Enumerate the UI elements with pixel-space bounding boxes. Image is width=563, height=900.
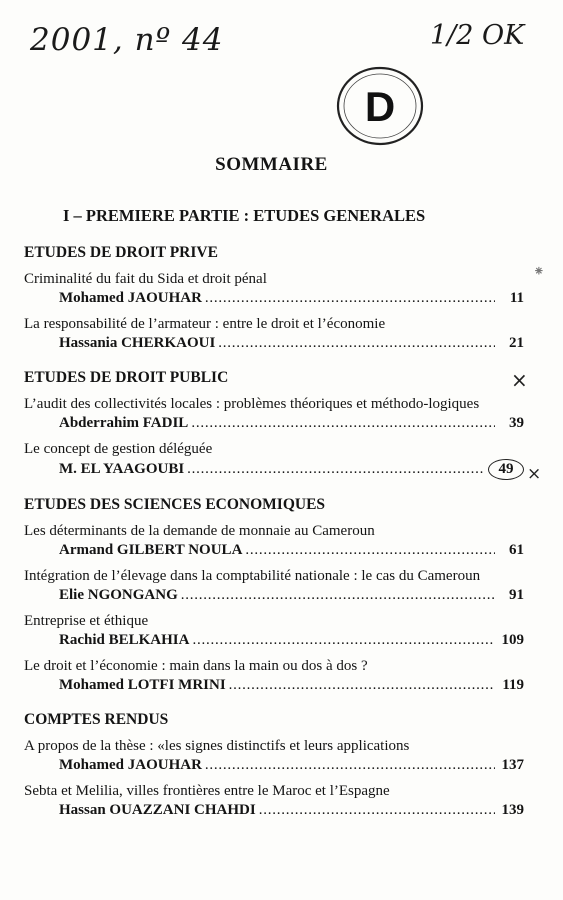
entry-title: Intégration de l’élevage dans la comptabilité nationale : le cas du Cameroun (24, 568, 481, 584)
part-title: I – PREMIERE PARTIE : ETUDES GENERALES (63, 206, 426, 225)
entry-author: M. EL YAAGOUBI (59, 461, 185, 477)
section-heading: ETUDES DE DROIT PRIVE (24, 244, 218, 261)
entry-line (24, 756, 524, 775)
dot-leader (218, 334, 495, 353)
entry-page: 109 (501, 632, 524, 648)
section-heading: ETUDES DES SCIENCES ECONOMIQUES (24, 496, 326, 513)
entry-page: 61 (509, 542, 524, 558)
dot-leader (205, 756, 495, 775)
entry-title: La responsabilité de l’armateur : entre le droit et l’économie (24, 316, 386, 332)
toc-entry (24, 315, 524, 353)
handwritten-ok-note: 1/2 OK (430, 20, 525, 51)
entry-title: Les déterminants de la demande de monnaie au Cameroun (24, 523, 375, 539)
library-stamp (332, 62, 428, 150)
dot-leader (245, 541, 495, 560)
entry-author: Armand GILBERT NOULA (59, 542, 243, 558)
toc-section-comptes-rendus (24, 710, 524, 820)
dot-leader (181, 586, 495, 605)
entry-title: A propos de la thèse : «les signes distinctifs et leurs applications (24, 738, 410, 754)
entry-title: Sebta et Melilia, villes frontières entre le Maroc et l’Espagne (24, 783, 390, 799)
entry-page: 11 (509, 290, 524, 306)
toc-sections (24, 243, 524, 827)
entry-page-circled: 49 (488, 459, 524, 480)
entry-author: Hassan OUAZZANI CHAHDI (59, 802, 256, 818)
dot-leader (229, 676, 495, 695)
entry-title: Le concept de gestion déléguée (24, 441, 213, 457)
toc-entry (24, 522, 524, 560)
toc-entry (24, 782, 524, 820)
entry-author: Mohamed JAOUHAR (59, 757, 202, 773)
toc-entry (24, 567, 524, 605)
handwritten-cross-mark: × (511, 368, 528, 392)
stamp-letter: D (364, 83, 396, 130)
toc-entry (24, 737, 524, 775)
handwritten-cross-mark: × (527, 464, 542, 484)
entry-line (24, 586, 524, 605)
section-heading: COMPTES RENDUS (24, 711, 169, 728)
handwritten-issue-note: 2001, nº 44 (30, 22, 224, 58)
dot-leader (205, 289, 495, 308)
entry-title: Le droit et l’économie : main dans la main ou dos à dos ? (24, 658, 368, 674)
entry-line (24, 541, 524, 560)
dot-leader (187, 460, 485, 479)
entry-line (24, 414, 524, 433)
dot-leader (191, 414, 495, 433)
entry-author: Rachid BELKAHIA (59, 632, 190, 648)
entry-title: Entreprise et éthique (24, 613, 149, 629)
entry-title: Criminalité du fait du Sida et droit pénal (24, 271, 267, 287)
toc-entry (24, 440, 524, 480)
toc-section-sciences-economiques (24, 495, 524, 695)
entry-line (24, 801, 524, 820)
page-title: SOMMAIRE (215, 154, 328, 175)
entry-line (24, 631, 524, 650)
entry-page: 139 (501, 802, 524, 818)
toc-entry (24, 395, 524, 433)
dot-leader (192, 631, 495, 650)
entry-line (24, 289, 524, 308)
entry-author: Hassania CHERKAOUI (59, 335, 216, 351)
entry-title: L’audit des collectivités locales : problèmes théoriques et méthodo-logiques (24, 396, 480, 412)
entry-author: Abderrahim FADIL (59, 415, 189, 431)
toc-entry (24, 657, 524, 695)
toc-section-droit-public (24, 368, 524, 480)
entry-line (24, 334, 524, 353)
entry-page: 21 (509, 335, 524, 351)
dot-leader (259, 801, 495, 820)
entry-author: Mohamed JAOUHAR (59, 290, 202, 306)
entry-line (24, 459, 524, 480)
entry-author: Elie NGONGANG (59, 587, 178, 603)
entry-page: 119 (502, 677, 524, 693)
section-heading: ETUDES DE DROIT PUBLIC (24, 369, 229, 386)
toc-entry (24, 270, 524, 308)
entry-page: 39 (509, 415, 524, 431)
toc-entry (24, 612, 524, 650)
entry-author: Mohamed LOTFI MRINI (59, 677, 226, 693)
entry-page: 137 (501, 757, 524, 773)
toc-section-droit-prive (24, 243, 524, 353)
entry-line (24, 676, 524, 695)
pencil-scribble-mark: ⁕ (533, 264, 545, 280)
entry-page: 91 (509, 587, 524, 603)
